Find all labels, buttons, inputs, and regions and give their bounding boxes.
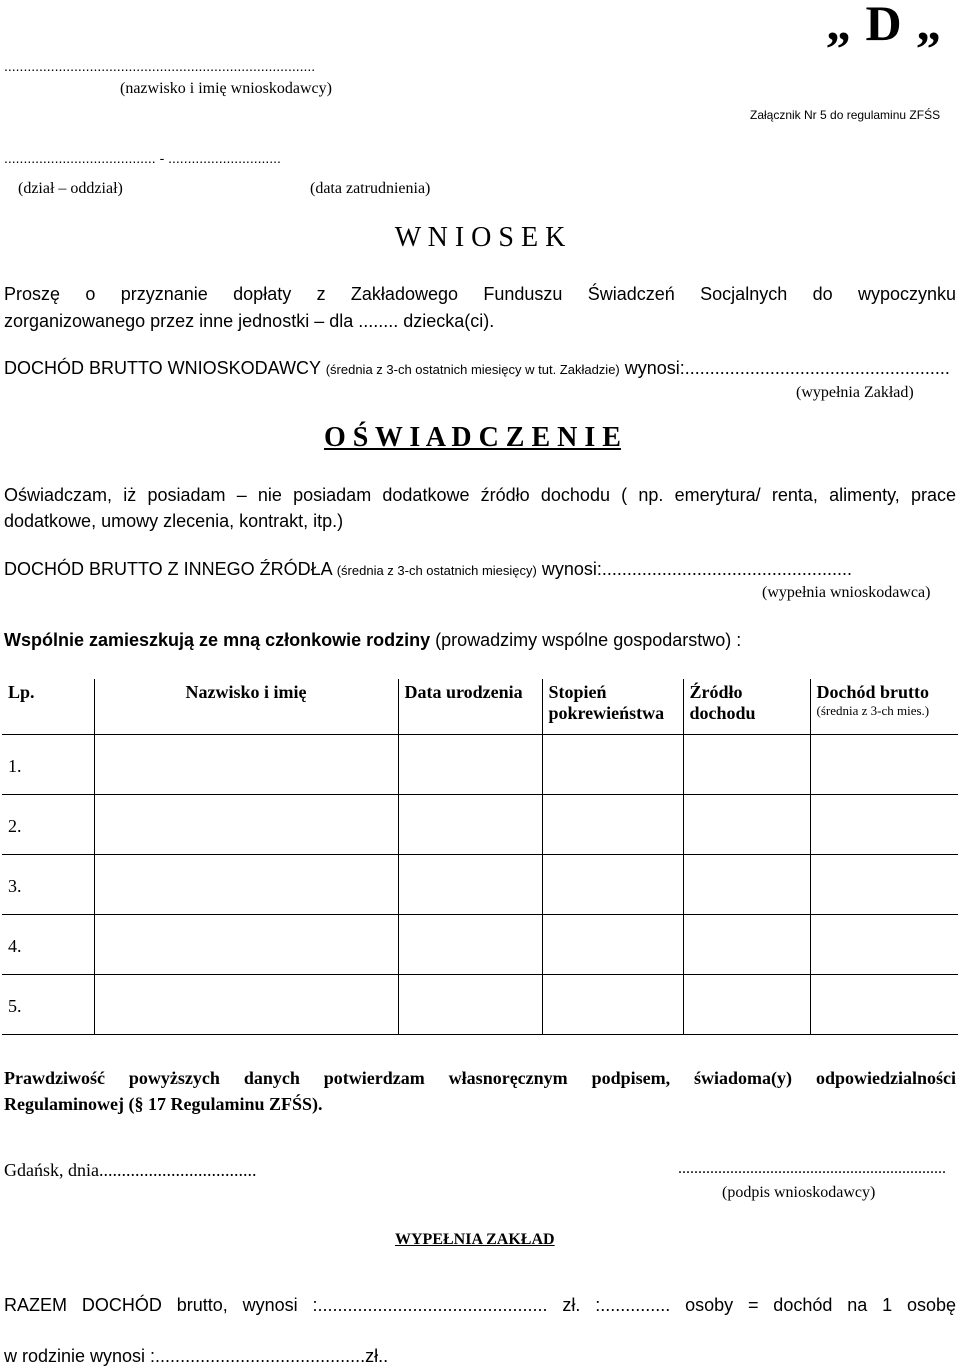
source-cell[interactable] (683, 975, 810, 1035)
header-income-label: Dochód brutto (816, 682, 930, 702)
applicant-income-value[interactable]: wynosi:..................................................... (624, 358, 950, 378)
signature-line[interactable]: ................................................................... (678, 1160, 946, 1177)
family-members-table (2, 679, 958, 1035)
kinship-cell[interactable] (542, 735, 683, 795)
header-name: Nazwisko i imię (94, 679, 398, 735)
row-number: 4. (2, 915, 94, 975)
kinship-cell[interactable] (542, 855, 683, 915)
declaration-line-1[interactable]: Oświadczam, iż posiadam – nie posiadam dodatkowe źródło dochodu ( np. emerytura/ renta, alimenty, prace (4, 485, 956, 505)
header-dob: Data urodzenia (398, 679, 542, 735)
table-row (2, 795, 958, 855)
other-income-note: (średnia z 3-ch ostatnich miesięcy) (336, 563, 537, 578)
applicant-income-caption: (wypełnia Zakład) (796, 384, 914, 401)
income-cell[interactable] (810, 735, 958, 795)
household-heading (4, 630, 741, 651)
row-number: 1. (2, 735, 94, 795)
header-source-2: dochodu (689, 703, 756, 723)
row-number: 5. (2, 975, 94, 1035)
header-source (683, 679, 810, 735)
kinship-cell[interactable] (542, 795, 683, 855)
place-date-field[interactable]: Gdańsk, dnia................................... (4, 1160, 257, 1180)
header-kinship (542, 679, 683, 735)
income-cell[interactable] (810, 975, 958, 1035)
name-cell[interactable] (94, 795, 398, 855)
declaration-title: O Ś W I A D C Z E N I E (324, 422, 621, 453)
header-kinship-2: pokrewieństwa (548, 703, 665, 723)
other-income-value[interactable]: wynosi:.................................................. (541, 559, 852, 579)
certification-line-1: Prawdziwość powyższych danych potwierdzam własnoręcznym podpisem, świadoma(y) odpowiedzialności (4, 1068, 956, 1088)
employment-date-caption: (data zatrudnienia) (310, 180, 431, 197)
other-income-caption: (wypełnia wnioskodawca) (762, 584, 931, 601)
applicant-income-label: DOCHÓD BRUTTO WNIOSKODAWCY (4, 358, 321, 378)
dob-cell[interactable] (398, 795, 542, 855)
source-cell[interactable] (683, 915, 810, 975)
income-cell[interactable] (810, 855, 958, 915)
per-person-income-line[interactable]: w rodzinie wynosi :..........................................zł.. (4, 1346, 389, 1366)
source-cell[interactable] (683, 795, 810, 855)
source-cell[interactable] (683, 735, 810, 795)
department-date-line[interactable]: ....................................... - ............................. (4, 150, 281, 166)
department-caption: (dział – oddział) (18, 180, 123, 197)
applicant-name-caption: (nazwisko i imię wnioskodawcy) (120, 80, 332, 97)
table-row (2, 735, 958, 795)
dob-cell[interactable] (398, 975, 542, 1035)
kinship-cell[interactable] (542, 975, 683, 1035)
applicant-income-line[interactable] (4, 358, 950, 379)
dob-cell[interactable] (398, 915, 542, 975)
dob-cell[interactable] (398, 735, 542, 795)
name-cell[interactable] (94, 975, 398, 1035)
income-cell[interactable] (810, 795, 958, 855)
office-section-title: WYPEŁNIA ZAKŁAD (395, 1231, 555, 1248)
source-cell[interactable] (683, 855, 810, 915)
document-title: W N I O S E K (394, 222, 566, 253)
table-row (2, 975, 958, 1035)
header-lp: Lp. (2, 679, 94, 735)
request-line-1: Proszę o przyznanie dopłaty z Zakładowego Funduszu Świadczeń Socjalnych do wypoczynku (4, 284, 956, 304)
table-row (2, 855, 958, 915)
name-cell[interactable] (94, 915, 398, 975)
signature-caption: (podpis wnioskodawcy) (722, 1184, 876, 1201)
name-cell[interactable] (94, 735, 398, 795)
header-income (810, 679, 958, 735)
table-row (2, 915, 958, 975)
table-header-row (2, 679, 958, 735)
request-line-2[interactable]: zorganizowanego przez inne jednostki – dla ........ dziecka(ci). (4, 311, 495, 331)
dob-cell[interactable] (398, 855, 542, 915)
household-heading-note: (prowadzimy wspólne gospodarstwo) : (435, 630, 742, 650)
total-income-line[interactable]: RAZEM DOCHÓD brutto, wynosi :.............................................. zł. :.............. osoby = dochód na 1 osobę (4, 1295, 956, 1315)
annex-letter: „ D „ (826, 0, 943, 51)
row-number: 2. (2, 795, 94, 855)
header-kinship-1: Stopień (548, 682, 607, 702)
header-income-note: (średnia z 3-ch mies.) (816, 703, 930, 718)
declaration-line-2: dodatkowe, umowy zlecenia, kontrakt, itp.) (4, 511, 344, 531)
applicant-income-note: (średnia z 3-ch ostatnich miesięcy w tut. Zakładzie) (325, 362, 620, 377)
certification-line-2: Regulaminowej (§ 17 Regulaminu ZFŚS). (4, 1094, 323, 1114)
income-cell[interactable] (810, 915, 958, 975)
row-number: 3. (2, 855, 94, 915)
name-cell[interactable] (94, 855, 398, 915)
household-heading-bold: Wspólnie zamieszkują ze mną członkowie rodziny (4, 630, 431, 650)
applicant-name-line[interactable]: ................................................................................ (4, 58, 316, 74)
other-income-line[interactable] (4, 559, 852, 580)
header-source-1: Źródło (689, 682, 743, 702)
other-income-label: DOCHÓD BRUTTO Z INNEGO ŹRÓDŁA (4, 559, 332, 579)
annex-note: Załącznik Nr 5 do regulaminu ZFŚS (750, 108, 941, 122)
kinship-cell[interactable] (542, 915, 683, 975)
